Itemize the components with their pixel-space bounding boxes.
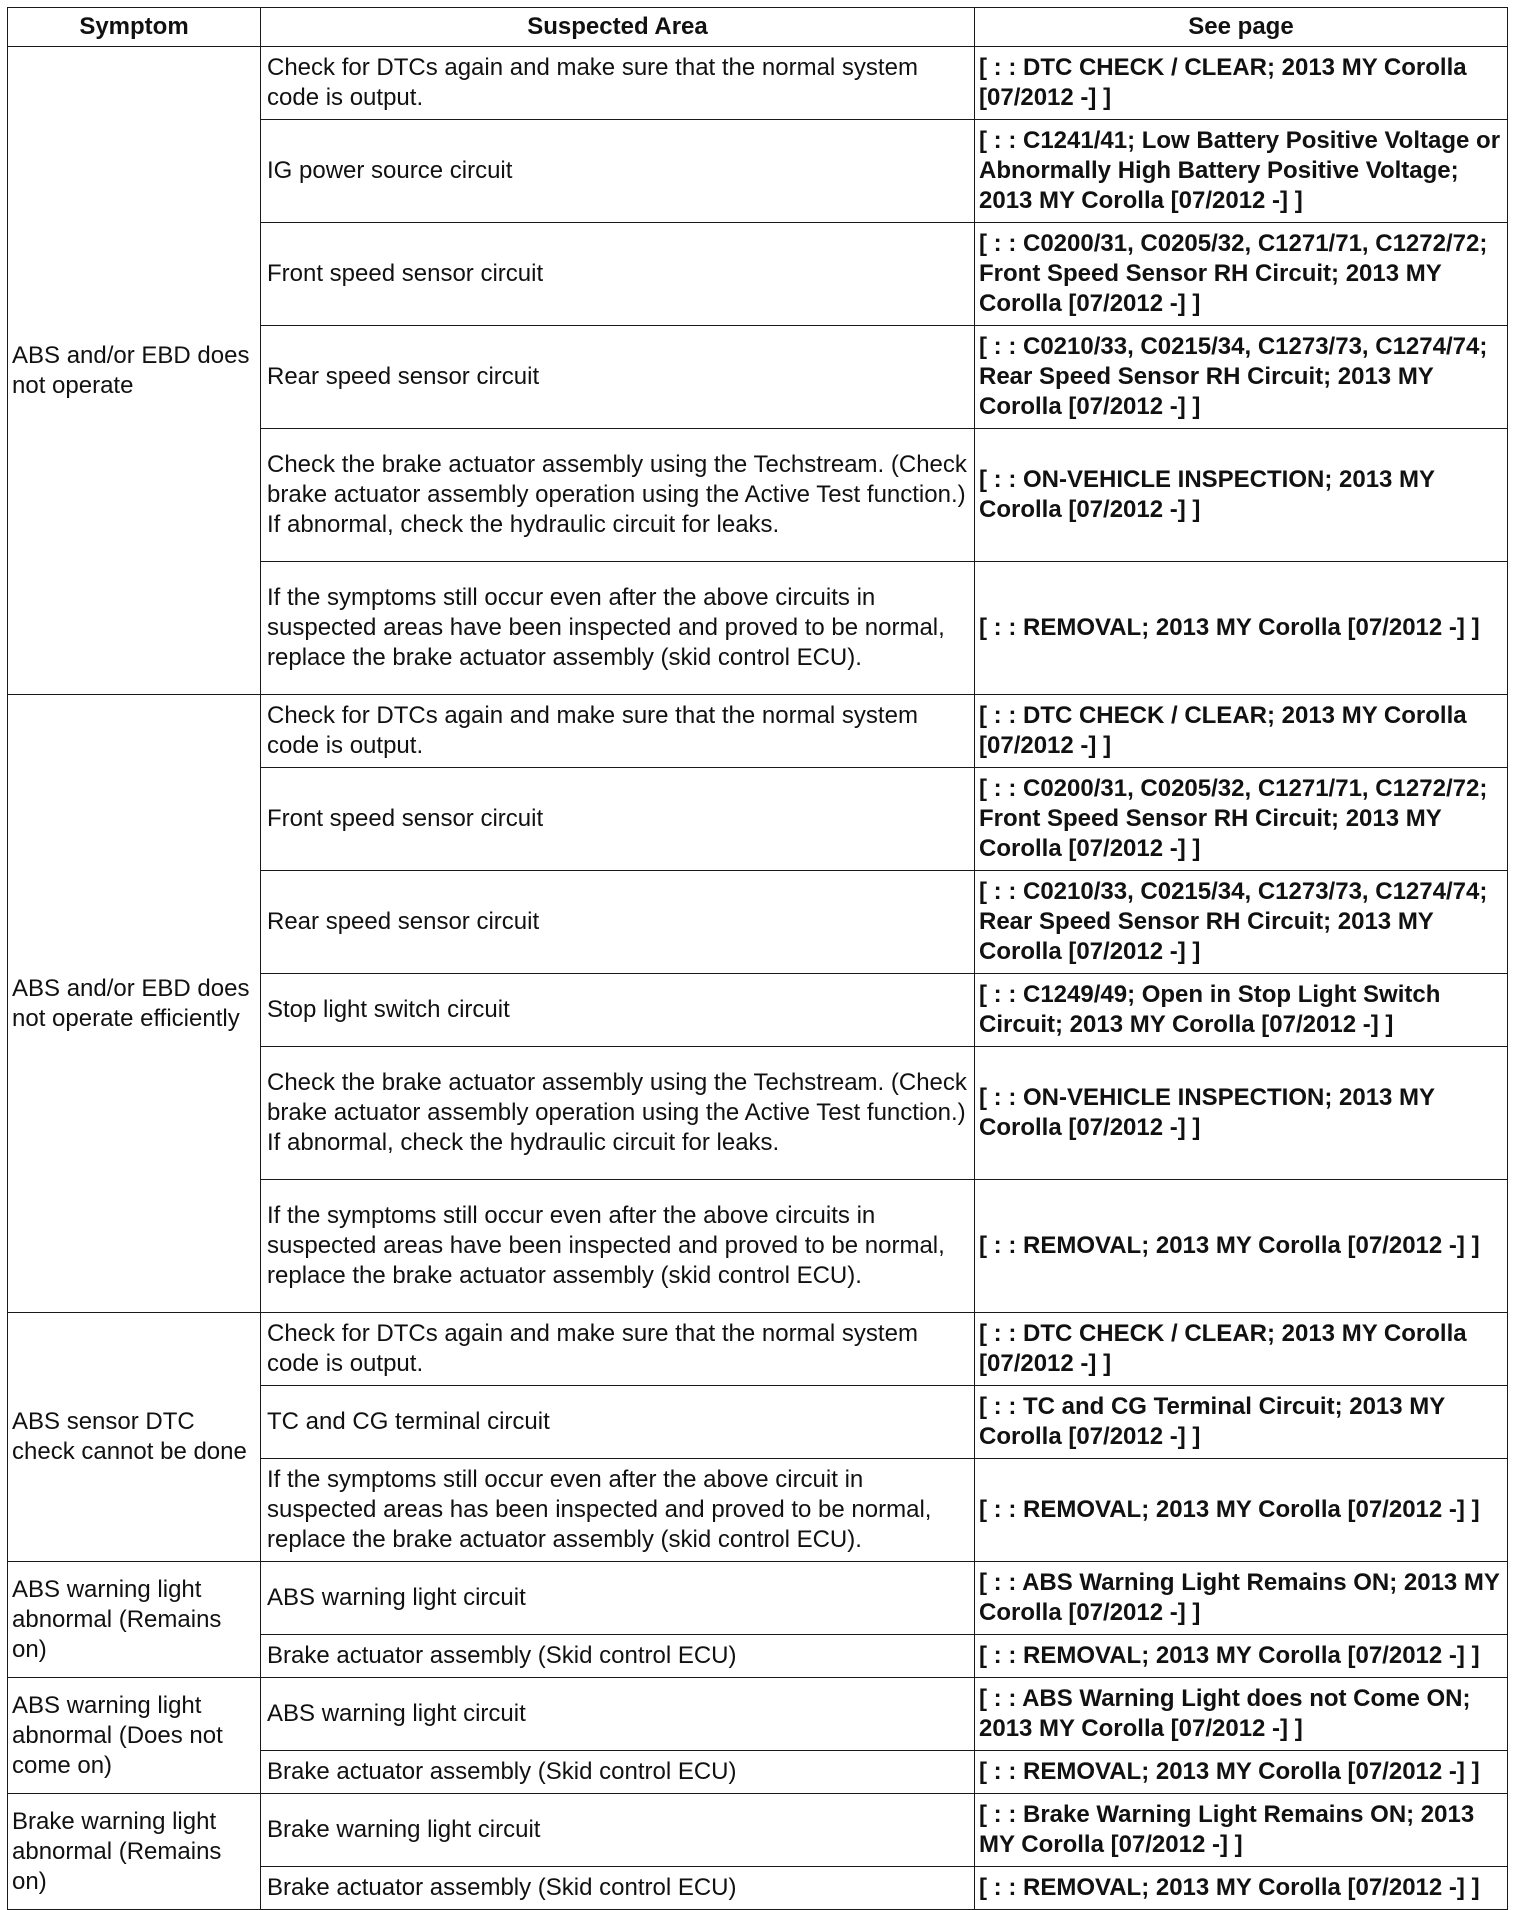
suspected-area-cell: Check for DTCs again and make sure that the normal system code is output.: [261, 1313, 975, 1386]
see-page-link[interactable]: [ : : C0200/31, C0205/32, C1271/71, C1272/72; Front Speed Sensor RH Circuit; 2013 MY Corolla [07/2012 -] ]: [975, 768, 1508, 871]
symptom-cell: Brake warning light abnormal (Remains on): [8, 1794, 261, 1910]
see-page-link[interactable]: [ : : ON-VEHICLE INSPECTION; 2013 MY Corolla [07/2012 -] ]: [975, 429, 1508, 562]
suspected-area-cell: Front speed sensor circuit: [261, 768, 975, 871]
see-page-link[interactable]: [ : : C0210/33, C0215/34, C1273/73, C1274/74; Rear Speed Sensor RH Circuit; 2013 MY Corolla [07/2012 -] ]: [975, 326, 1508, 429]
symptom-cell: ABS warning light abnormal (Remains on): [8, 1562, 261, 1678]
symptom-cell: ABS sensor DTC check cannot be done: [8, 1313, 261, 1562]
symptom-cell: ABS and/or EBD does not operate: [8, 47, 261, 695]
suspected-area-cell: Stop light switch circuit: [261, 974, 975, 1047]
see-page-link[interactable]: [ : : C1241/41; Low Battery Positive Voltage or Abnormally High Battery Positive Voltage; 2013 MY Corolla [07/2012 -] ]: [975, 120, 1508, 223]
suspected-area-cell: Brake actuator assembly (Skid control ECU): [261, 1751, 975, 1794]
suspected-area-cell: Check the brake actuator assembly using the Techstream. (Check brake actuator assembly operation using the Active Test function.) If abnormal, check the hydraulic circuit for leaks.: [261, 1047, 975, 1180]
symptom-cell: ABS and/or EBD does not operate efficiently: [8, 695, 261, 1313]
suspected-area-cell: Check for DTCs again and make sure that the normal system code is output.: [261, 47, 975, 120]
suspected-area-cell: ABS warning light circuit: [261, 1678, 975, 1751]
see-page-link[interactable]: [ : : ABS Warning Light does not Come ON; 2013 MY Corolla [07/2012 -] ]: [975, 1678, 1508, 1751]
suspected-area-cell: Brake actuator assembly (Skid control ECU): [261, 1867, 975, 1910]
suspected-area-cell: IG power source circuit: [261, 120, 975, 223]
table-row: [8, 1313, 1508, 1386]
see-page-link[interactable]: [ : : REMOVAL; 2013 MY Corolla [07/2012 -] ]: [975, 562, 1508, 695]
suspected-area-cell: Front speed sensor circuit: [261, 223, 975, 326]
suspected-area-cell: If the symptoms still occur even after the above circuit in suspected areas has been inspected and proved to be normal, replace the brake actuator assembly (skid control ECU).: [261, 1459, 975, 1562]
suspected-area-cell: If the symptoms still occur even after the above circuits in suspected areas have been inspected and proved to be normal, replace the brake actuator assembly (skid control ECU).: [261, 1180, 975, 1313]
header-see-page: See page: [975, 8, 1508, 47]
table-row: [8, 695, 1508, 768]
table-row: [8, 47, 1508, 120]
see-page-link[interactable]: [ : : C0210/33, C0215/34, C1273/73, C1274/74; Rear Speed Sensor RH Circuit; 2013 MY Corolla [07/2012 -] ]: [975, 871, 1508, 974]
see-page-link[interactable]: [ : : C1249/49; Open in Stop Light Switch Circuit; 2013 MY Corolla [07/2012 -] ]: [975, 974, 1508, 1047]
see-page-link[interactable]: [ : : REMOVAL; 2013 MY Corolla [07/2012 -] ]: [975, 1180, 1508, 1313]
suspected-area-cell: Brake actuator assembly (Skid control ECU): [261, 1635, 975, 1678]
see-page-link[interactable]: [ : : ON-VEHICLE INSPECTION; 2013 MY Corolla [07/2012 -] ]: [975, 1047, 1508, 1180]
see-page-link[interactable]: [ : : ABS Warning Light Remains ON; 2013 MY Corolla [07/2012 -] ]: [975, 1562, 1508, 1635]
header-symptom: Symptom: [8, 8, 261, 47]
see-page-link[interactable]: [ : : REMOVAL; 2013 MY Corolla [07/2012 -] ]: [975, 1751, 1508, 1794]
table-row: [8, 1562, 1508, 1635]
see-page-link[interactable]: [ : : TC and CG Terminal Circuit; 2013 MY Corolla [07/2012 -] ]: [975, 1386, 1508, 1459]
symptom-cell: ABS warning light abnormal (Does not come on): [8, 1678, 261, 1794]
suspected-area-cell: ABS warning light circuit: [261, 1562, 975, 1635]
see-page-link[interactable]: [ : : REMOVAL; 2013 MY Corolla [07/2012 -] ]: [975, 1635, 1508, 1678]
suspected-area-cell: TC and CG terminal circuit: [261, 1386, 975, 1459]
see-page-link[interactable]: [ : : Brake Warning Light Remains ON; 2013 MY Corolla [07/2012 -] ]: [975, 1794, 1508, 1867]
suspected-area-cell: If the symptoms still occur even after the above circuits in suspected areas have been inspected and proved to be normal, replace the brake actuator assembly (skid control ECU).: [261, 562, 975, 695]
see-page-link[interactable]: [ : : REMOVAL; 2013 MY Corolla [07/2012 -] ]: [975, 1459, 1508, 1562]
suspected-area-cell: Check the brake actuator assembly using the Techstream. (Check brake actuator assembly operation using the Active Test function.) If abnormal, check the hydraulic circuit for leaks.: [261, 429, 975, 562]
table-row: [8, 1678, 1508, 1751]
see-page-link[interactable]: [ : : REMOVAL; 2013 MY Corolla [07/2012 -] ]: [975, 1867, 1508, 1910]
header-suspected-area: Suspected Area: [261, 8, 975, 47]
see-page-link[interactable]: [ : : DTC CHECK / CLEAR; 2013 MY Corolla [07/2012 -] ]: [975, 47, 1508, 120]
see-page-link[interactable]: [ : : DTC CHECK / CLEAR; 2013 MY Corolla [07/2012 -] ]: [975, 695, 1508, 768]
suspected-area-cell: Brake warning light circuit: [261, 1794, 975, 1867]
suspected-area-cell: Rear speed sensor circuit: [261, 326, 975, 429]
header-row: [8, 8, 1508, 47]
see-page-link[interactable]: [ : : C0200/31, C0205/32, C1271/71, C1272/72; Front Speed Sensor RH Circuit; 2013 MY Corolla [07/2012 -] ]: [975, 223, 1508, 326]
suspected-area-cell: Rear speed sensor circuit: [261, 871, 975, 974]
table-row: [8, 1794, 1508, 1867]
see-page-link[interactable]: [ : : DTC CHECK / CLEAR; 2013 MY Corolla [07/2012 -] ]: [975, 1313, 1508, 1386]
problem-symptoms-table: [7, 7, 1508, 1910]
suspected-area-cell: Check for DTCs again and make sure that the normal system code is output.: [261, 695, 975, 768]
